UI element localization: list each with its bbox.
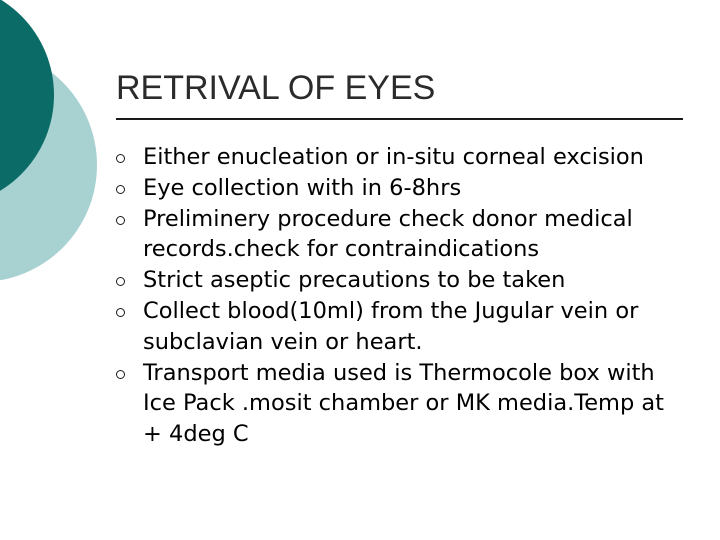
- bullet-list: [116, 142, 686, 450]
- bullet-text: Either enucleation or in-situ corneal excision: [143, 144, 644, 170]
- bullet-item: [116, 265, 686, 296]
- bullet-item: [116, 173, 686, 204]
- slide-title: RETRIVAL OF EYES: [116, 69, 436, 107]
- hollow-circle-icon: [116, 185, 125, 194]
- bullet-text: Collect blood(10ml) from the Jugular vein or subclavian vein or heart.: [143, 297, 639, 355]
- bullet-item: [116, 142, 686, 173]
- bullet-text: Strict aseptic precautions to be taken: [143, 267, 566, 294]
- hollow-circle-icon: [116, 277, 125, 286]
- hollow-circle-icon: [116, 370, 125, 379]
- hollow-circle-icon: [116, 154, 125, 163]
- bullet-text: Preliminery procedure check donor medical records.check for contraindications: [143, 205, 633, 263]
- bullet-text: Transport media used is Thermocole box with Ice Pack .mosit chamber or MK media.Temp at + 4deg C: [143, 359, 664, 448]
- title-underline: [116, 118, 683, 120]
- hollow-circle-icon: [116, 308, 125, 317]
- decorative-circles: [0, 0, 120, 300]
- bullet-text: Eye collection with in 6-8hrs: [143, 174, 462, 201]
- bullet-item: [116, 204, 686, 266]
- bullet-item: [116, 296, 686, 358]
- bullet-item: [116, 358, 686, 450]
- hollow-circle-icon: [116, 216, 125, 225]
